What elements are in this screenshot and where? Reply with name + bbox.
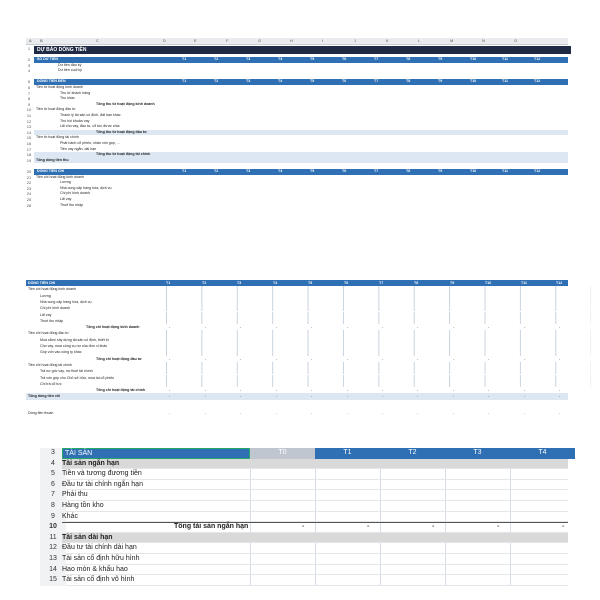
cash-out-row[interactable] (26, 410, 568, 416)
assets-row[interactable] (40, 490, 568, 501)
column-letter[interactable]: J (354, 38, 356, 43)
dash-value: - (453, 356, 455, 361)
cash-out-row-label: Chi phí kinh doanh (60, 191, 90, 196)
period-label: T10 (470, 79, 477, 84)
dash-value: - (453, 394, 455, 399)
dash-value: - (347, 325, 349, 330)
dash-value: - (240, 325, 242, 330)
row-number[interactable]: 14 (26, 129, 32, 135)
row-number[interactable]: 6 (40, 480, 66, 491)
dash-value: - (382, 325, 384, 330)
cash-out-row-label: Nhà cung cấp hàng hóa, dịch vụ (60, 185, 112, 190)
row-number[interactable]: 14 (40, 565, 66, 576)
row-number[interactable]: 1 (27, 46, 31, 51)
period-label: T2 (202, 281, 207, 285)
dash-value: - (524, 394, 526, 399)
assets-row-label: Tổng tài sản ngắn hạn (174, 523, 249, 531)
dash-value: - (417, 325, 419, 330)
dash-value: - (302, 523, 305, 531)
row-number[interactable]: 5 (40, 469, 66, 480)
cash-out-row-label: Tiền chi hoạt động tài chính (28, 362, 73, 367)
row-number[interactable]: 12 (26, 118, 32, 124)
period-label: T11 (502, 57, 508, 61)
cash-out-row-label: Góp vốn vào công ty khác (40, 350, 82, 355)
dash-value: - (488, 325, 490, 330)
cash-out-row-label: Nhà cung cấp hàng hóa, dịch vụ (40, 299, 92, 304)
dash-value: - (559, 325, 561, 330)
cash-in-row-label: Thu khác (60, 96, 75, 101)
row-number[interactable]: 21 (26, 174, 32, 180)
dash-value: - (524, 325, 526, 330)
column-letter[interactable]: L (418, 38, 421, 43)
row-number[interactable]: 11 (26, 113, 32, 118)
dash-value: - (417, 394, 419, 399)
assets-row[interactable] (40, 512, 568, 523)
dash-value: - (488, 410, 490, 415)
cash-out-row-label: Tiền chi hoạt động đầu tư (28, 331, 69, 336)
cash-out-row-label: Lương (60, 180, 71, 185)
cash-out-row-label: Tổng chi hoạt động đầu tư (96, 356, 142, 361)
assets-row[interactable] (40, 480, 568, 491)
period-header: T0 (250, 448, 315, 459)
column-letter[interactable]: F (226, 38, 229, 43)
row-number[interactable]: 10 (40, 522, 66, 533)
period-label: T7 (379, 281, 384, 285)
assets-row-label: Phải thu (62, 491, 88, 499)
row-number[interactable]: 11 (40, 533, 66, 544)
column-letter[interactable]: A (29, 38, 32, 43)
period-label: T5 (308, 281, 313, 285)
period-label: T1 (182, 57, 187, 61)
row-divider (66, 585, 568, 586)
period-label: T3 (246, 57, 251, 61)
assets-row-label: Tài sản dài hạn (62, 533, 113, 541)
period-label: T7 (374, 169, 379, 173)
cash-out-row-label: Trả vốn góp cho Chủ sở hữu, mua lại cổ phiếu (40, 375, 115, 380)
cash-out-row-label: Mua sắm/ xây dựng tài sản cố định, thiết bị (40, 337, 109, 342)
period-label: T4 (278, 57, 283, 61)
cash-in-band-label: DÒNG TIỀN ĐẾN (37, 79, 66, 84)
dash-value: - (524, 388, 526, 393)
row-number[interactable]: 7 (40, 490, 66, 501)
dash-value: - (562, 523, 565, 531)
period-label: T5 (310, 169, 315, 173)
period-header: T4 (510, 448, 575, 459)
dash-value: - (382, 410, 384, 415)
cash-in-row-label: Tổng dòng tiền thu (36, 157, 69, 162)
cash-out-row-label: Tổng dòng tiền chi (28, 394, 61, 399)
cash-in-row-label: Tiền từ hoạt động tài chính (36, 135, 79, 140)
cash-in-row-label: Tổng thu từ hoạt động kinh doanh (96, 101, 155, 106)
dash-value: - (497, 523, 500, 531)
assets-row[interactable] (40, 533, 568, 544)
dash-value: - (276, 410, 278, 415)
assets-row-label: Tiền và tương đương tiền (62, 470, 142, 478)
row-number[interactable]: 3 (27, 62, 31, 68)
column-letter[interactable]: N (482, 38, 485, 43)
cash-out-row-label: Cho vay, mua công cụ nợ của đơn vị khác (40, 344, 108, 348)
cash-out-row-label: Thuế thu nhập (60, 202, 84, 207)
period-label: T5 (310, 57, 315, 61)
period-label: T9 (438, 169, 443, 173)
dash-value: - (417, 410, 419, 415)
period-label: T8 (414, 281, 419, 285)
dash-value: - (276, 356, 278, 361)
assets-row[interactable] (40, 554, 568, 565)
dash-value: - (205, 356, 207, 361)
dash-value: - (417, 388, 419, 393)
cash-out-row[interactable] (34, 203, 568, 209)
cash-out-row-label: Lương (40, 293, 51, 298)
cash-out-row-label: Thuế thu nhập (40, 318, 64, 323)
cash-in-row-label: Tiền vay ngắn, dài hạn (60, 146, 97, 151)
period-label: T9 (438, 79, 443, 84)
row-number[interactable]: 8 (27, 96, 31, 102)
dash-value: - (205, 388, 207, 393)
assets-header-row (40, 448, 568, 459)
cash-out-row-label: Trả nợ gốc vay, nợ thuê tài chính (40, 369, 93, 374)
dash-value: - (382, 356, 384, 361)
column-letter[interactable]: O (514, 38, 518, 43)
total-top-border (62, 522, 568, 523)
period-label: T10 (470, 57, 477, 61)
row-number[interactable]: 13 (26, 124, 32, 130)
row-number[interactable]: 17 (26, 146, 32, 152)
period-label: T6 (342, 57, 347, 61)
dash-value: - (240, 356, 242, 361)
dash-value: - (240, 388, 242, 393)
row-number[interactable]: 23 (26, 185, 32, 191)
column-letter[interactable]: G (258, 38, 262, 43)
dash-value: - (453, 388, 455, 393)
period-label: T12 (534, 79, 541, 84)
assets-row[interactable] (40, 522, 568, 533)
assets-row[interactable] (40, 459, 568, 470)
sheet-title: DỰ BÁO DÒNG TIỀN (34, 46, 571, 54)
row-number[interactable]: 7 (27, 90, 31, 96)
row-number[interactable]: 2 (27, 57, 31, 62)
dash-value: - (417, 356, 419, 361)
dash-value: - (311, 388, 313, 393)
dash-value: - (488, 356, 490, 361)
row-number[interactable]: 25 (26, 197, 32, 202)
row-number[interactable]: 20 (26, 169, 32, 174)
row-number[interactable]: 9 (27, 101, 31, 107)
dash-value: - (432, 523, 435, 531)
row-number[interactable]: 15 (26, 135, 32, 141)
dash-value: - (382, 394, 384, 399)
period-label: T4 (273, 281, 278, 285)
dash-value: - (382, 388, 384, 393)
row-number[interactable]: 16 (26, 141, 32, 146)
assets-sheet (40, 448, 568, 598)
row-number[interactable]: 26 (26, 202, 32, 208)
cash-out-band-label: DÒNG TIỀN CHI (37, 169, 65, 173)
dash-value: - (276, 388, 278, 393)
row-number[interactable]: 15 (40, 575, 66, 586)
assets-row-label: Tài sản cố định hữu hình (62, 555, 140, 562)
cash-in-row[interactable] (34, 158, 568, 164)
dash-value: - (240, 394, 242, 399)
period-label: T12 (556, 281, 563, 285)
dash-value: - (559, 410, 561, 415)
assets-header-label: TÀI SẢN (62, 448, 250, 459)
opening-balance-row-label: Dư tiền đầu kỳ (58, 62, 82, 67)
period-label: T12 (534, 169, 541, 173)
period-label: T8 (406, 57, 411, 61)
period-label: T1 (182, 169, 187, 173)
column-letter[interactable]: C (96, 38, 99, 43)
cash-out-row-label: Dòng tiền thuần (28, 410, 54, 415)
assets-row[interactable] (40, 575, 568, 586)
column-letter[interactable]: B (40, 38, 43, 43)
dash-value: - (205, 394, 207, 399)
dash-value: - (311, 325, 313, 330)
dash-value: - (559, 394, 561, 399)
dash-value: - (488, 388, 490, 393)
cash-out-row-label: Tiền chi hoạt động kinh doanh (28, 287, 77, 292)
row-number[interactable]: 4 (27, 68, 31, 74)
row-number[interactable]: 19 (26, 157, 32, 163)
cash-in-row-label: Tổng thu từ hoạt động tài chính (96, 152, 151, 157)
closing-balance-row-label: Dư tiền cuối kỳ (58, 68, 82, 73)
dash-value: - (453, 325, 455, 330)
dash-value: - (347, 356, 349, 361)
period-label: T9 (438, 57, 443, 61)
column-letter[interactable]: K (386, 38, 389, 43)
dash-value: - (311, 356, 313, 361)
cash-in-row-label: Tiền từ hoạt động kinh doanh (36, 85, 83, 89)
period-label: T3 (246, 79, 251, 84)
assets-row-label: Đầu tư tài chính dài hạn (62, 544, 137, 552)
period-label: T7 (374, 79, 379, 84)
balance-band-label: SỐ DƯ TIỀN (37, 57, 58, 61)
assets-row-label: Tài sản ngắn hạn (62, 459, 120, 467)
column-letter[interactable]: M (450, 38, 454, 43)
row-number[interactable]: 18 (26, 152, 32, 158)
period-label: T1 (182, 79, 187, 84)
dash-value: - (559, 388, 561, 393)
dash-value: - (169, 410, 171, 415)
dash-value: - (311, 394, 313, 399)
column-header-bar (26, 38, 568, 45)
dash-value: - (169, 388, 171, 393)
period-label: T4 (278, 79, 283, 84)
period-label: T10 (485, 281, 492, 285)
row-number[interactable]: 24 (26, 191, 32, 197)
row-number[interactable]: 10 (26, 107, 32, 113)
column-letter[interactable]: E (194, 38, 197, 43)
row-number[interactable]: 22 (26, 180, 32, 186)
row-number[interactable]: 5 (27, 79, 31, 85)
dash-value: - (169, 356, 171, 361)
period-label: T9 (450, 281, 455, 285)
period-label: T10 (470, 169, 477, 173)
column-letter[interactable]: H (290, 38, 293, 43)
cash-out-row[interactable] (26, 393, 568, 399)
period-label: T6 (342, 169, 347, 173)
assets-row-label: Hao mòn & khấu hao (62, 565, 128, 573)
dash-value: - (347, 388, 349, 393)
row-number[interactable]: 3 (40, 448, 66, 459)
dash-value: - (169, 394, 171, 399)
assets-row-label: Tài sản cố định vô hình (62, 576, 135, 584)
cash-out-row-label: Chi phí kinh doanh (40, 306, 70, 311)
closing-balance-row[interactable] (34, 68, 568, 74)
period-header: T3 (445, 448, 510, 459)
cash-out-row-label: Tổng chi hoạt động tài chính (96, 388, 146, 393)
period-label: T4 (278, 169, 283, 173)
assets-row[interactable] (40, 565, 568, 576)
period-label: T1 (166, 281, 171, 285)
period-label: T2 (214, 57, 219, 61)
dash-value: - (169, 325, 171, 330)
cash-outflow-sheet (26, 280, 568, 420)
row-number[interactable]: 4 (40, 459, 66, 470)
row-number[interactable]: 12 (40, 543, 66, 554)
assets-row[interactable] (40, 543, 568, 554)
dash-value: - (488, 394, 490, 399)
period-label: T11 (502, 169, 508, 173)
cash-out-row-label: Tiền chi hoạt động kinh doanh (36, 174, 85, 179)
dash-value: - (347, 410, 349, 415)
period-label: T6 (342, 79, 347, 84)
period-label: T11 (502, 79, 508, 84)
period-label: T2 (214, 79, 219, 84)
dash-value: - (347, 394, 349, 399)
cash-in-row-label: Thanh lý tài sản cố định, đất hạn khác (60, 113, 121, 117)
column-letter[interactable]: D (163, 38, 166, 43)
dash-value: - (311, 410, 313, 415)
column-letter[interactable]: I (322, 38, 324, 43)
period-label: T6 (344, 281, 349, 285)
period-label: T5 (310, 79, 315, 84)
assets-row-label: Đầu tư tài chính ngắn hạn (62, 480, 143, 488)
dash-value: - (559, 356, 561, 361)
period-header: T1 (315, 448, 380, 459)
period-label: T3 (246, 169, 251, 173)
assets-row[interactable] (40, 469, 568, 480)
cash-in-row-label: Thu hồi khoản vay (60, 118, 90, 123)
row-number[interactable]: 13 (40, 554, 66, 565)
cash-in-row-label: Thu từ khách hàng (60, 90, 91, 95)
cash-in-row-label: Lãi cho vay, đầu tư, cổ tức được chia (60, 124, 120, 129)
cashflow-forecast-sheet-top (26, 38, 568, 230)
row-number[interactable]: 8 (40, 501, 66, 512)
period-label: T3 (237, 281, 242, 285)
dash-value: - (453, 410, 455, 415)
cash-in-row-label: Tiền từ hoạt động đầu tư (36, 107, 76, 112)
period-label: T8 (406, 169, 411, 173)
period-header: T2 (380, 448, 445, 459)
cash-out-row-label: Tổng chi hoạt động kinh doanh (86, 325, 140, 330)
cash-in-row-label: Phát hành cổ phiếu, nhận vốn góp, ... (60, 141, 120, 145)
dash-value: - (367, 523, 370, 531)
cash-out-row-label: Chi trả cổ tức (40, 381, 62, 386)
dash-value: - (205, 325, 207, 330)
dash-value: - (276, 394, 278, 399)
cash-out-row-label: Lãi vay (60, 197, 72, 201)
assets-row-label: Khác (62, 512, 78, 520)
cash-out-row-label: Lãi vay (40, 312, 52, 317)
dash-value: - (205, 410, 207, 415)
period-label: T11 (521, 281, 527, 285)
period-label: T7 (374, 57, 379, 61)
assets-row-label: Hàng tồn kho (62, 502, 104, 509)
assets-row[interactable] (40, 501, 568, 512)
dash-value: - (524, 356, 526, 361)
dash-value: - (276, 325, 278, 330)
period-label: T8 (406, 79, 411, 84)
period-label: T2 (214, 169, 219, 173)
row-number[interactable]: 6 (27, 85, 31, 90)
row-number[interactable]: 9 (40, 512, 66, 523)
period-label: T12 (534, 57, 541, 61)
cash-in-row-label: Tổng thu từ hoạt động đầu tư (96, 129, 147, 134)
cash-out-band-label: DÒNG TIỀN CHI (28, 281, 56, 285)
dash-value: - (240, 410, 242, 415)
dash-value: - (524, 410, 526, 415)
